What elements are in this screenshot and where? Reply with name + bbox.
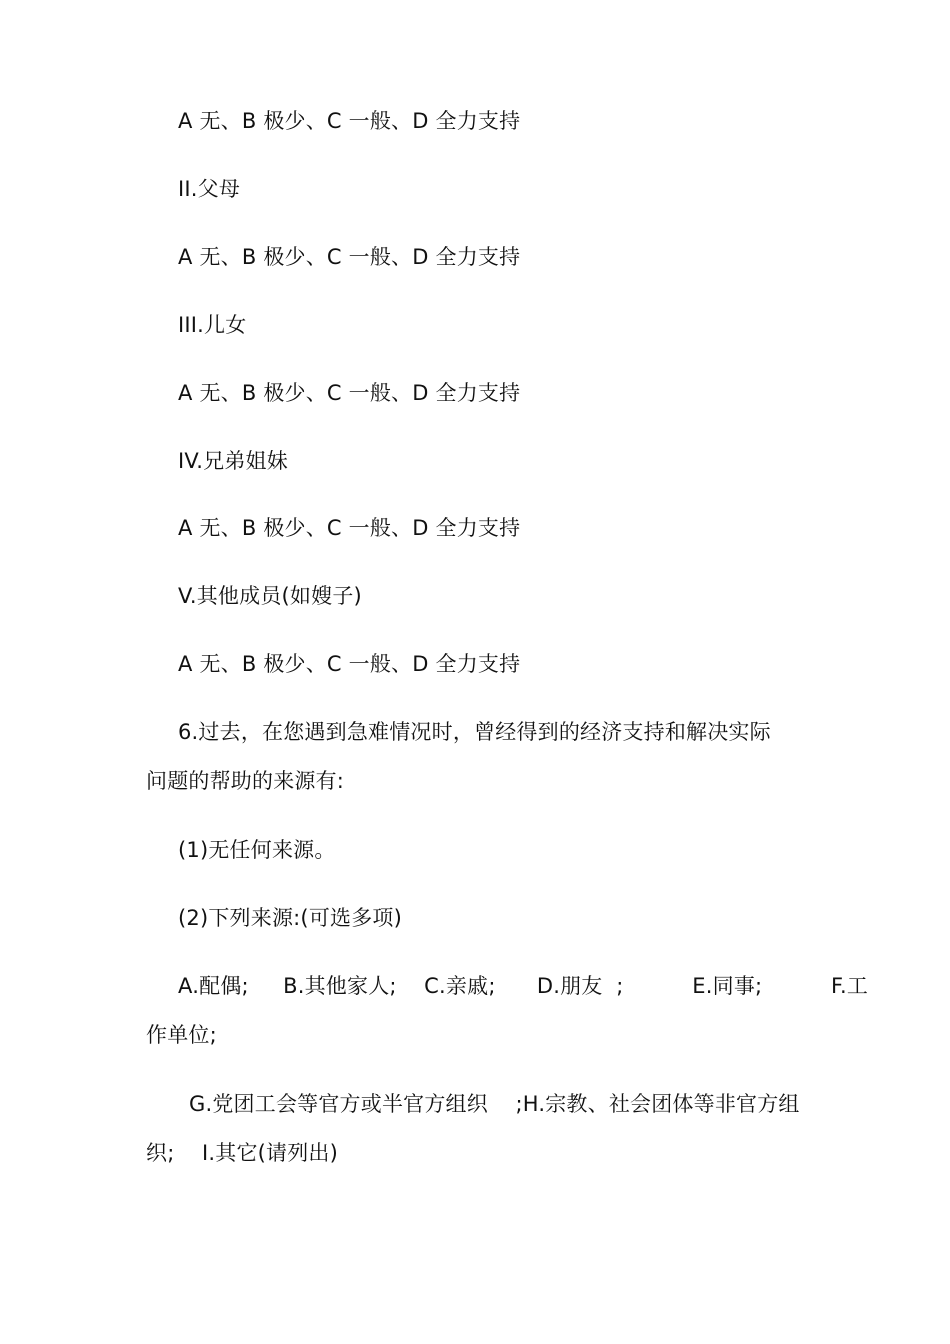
- question-6-line1: 6.过去，在您遇到急难情况时，曾经得到的经济支持和解决实际: [178, 720, 771, 744]
- sources-list-a-line2: 作单位;: [146, 1023, 217, 1047]
- answer-options-other-members: A 无、B 极少、C 一般、D 全力支持: [178, 652, 521, 676]
- answer-options-spouse: A 无、B 极少、C 一般、D 全力支持: [178, 109, 521, 133]
- answer-options-parents: A 无、B 极少、C 一般、D 全力支持: [178, 245, 521, 269]
- answer-options-siblings: A 无、B 极少、C 一般、D 全力支持: [178, 516, 521, 540]
- sources-list-a-line1: A.配偶; B.其他家人; C.亲戚; D.朋友 ; E.同事; F.工: [178, 974, 869, 998]
- question-6-line2: 问题的帮助的来源有:: [146, 769, 345, 793]
- answer-options-children: A 无、B 极少、C 一般、D 全力支持: [178, 381, 521, 405]
- sources-list-b-line2: 织; I.其它(请列出): [146, 1141, 339, 1165]
- option-no-source: (1)无任何来源。: [178, 838, 336, 862]
- item-siblings: IV.兄弟姐妹: [178, 449, 288, 473]
- item-children: III.儿女: [178, 313, 247, 337]
- item-other-members: V.其他成员(如嫂子): [178, 584, 362, 608]
- sources-list-b-line1: G.党团工会等官方或半官方组织 ;H.宗教、社会团体等非官方组: [189, 1092, 800, 1116]
- item-parents: II.父母: [178, 177, 241, 201]
- option-listed-sources: (2)下列来源:(可选多项): [178, 906, 403, 930]
